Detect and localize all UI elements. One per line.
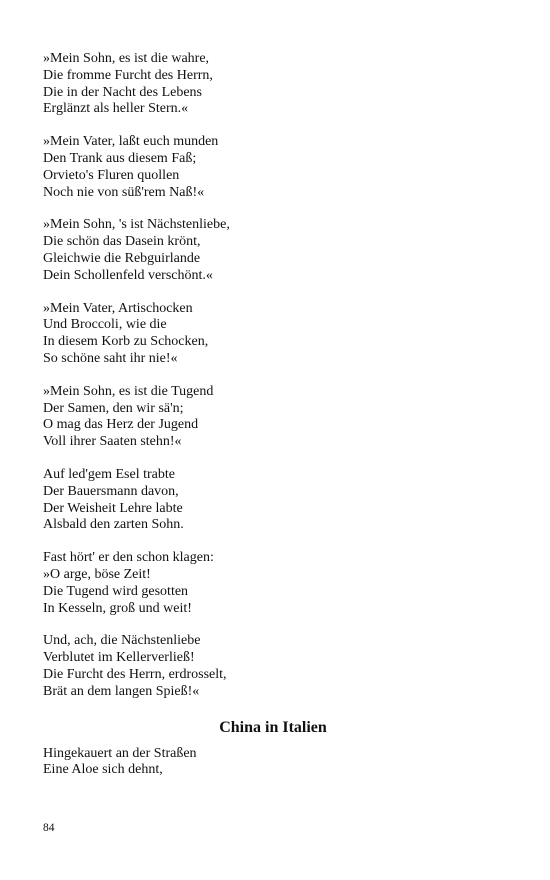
stanza-7 xyxy=(43,550,503,617)
stanza-3 xyxy=(43,217,503,284)
verse-line: Fast hört' er den schon klagen: xyxy=(43,550,214,566)
verse-line: Der Bauersmann davon, xyxy=(43,483,179,499)
verse-line: Noch nie von süß'rem Naß!« xyxy=(43,184,205,200)
verse-line: Voll ihrer Saaten stehn!« xyxy=(43,434,182,450)
verse-line: »Mein Sohn, es ist die Tugend xyxy=(43,383,214,399)
stanza-5 xyxy=(43,384,503,451)
page-number: 84 xyxy=(43,822,55,834)
verse-line: Erglänzt als heller Stern.« xyxy=(43,101,189,117)
verse-line: Die Tugend wird gesotten xyxy=(43,583,189,599)
verse-line: Auf led'gem Esel trabte xyxy=(43,466,175,482)
poem-title: China in Italien xyxy=(219,718,327,736)
verse-line: Die Furcht des Herrn, erdrosselt, xyxy=(43,666,227,682)
verse-line: Eine Aloe sich dehnt, xyxy=(43,762,163,778)
verse-line: In Kesseln, groß und weit! xyxy=(43,600,192,616)
verse-line: Die in der Nacht des Lebens xyxy=(43,84,202,100)
page-body xyxy=(43,51,503,795)
verse-line: »Mein Sohn, es ist die wahre, xyxy=(43,51,210,66)
stanza-2 xyxy=(43,134,503,201)
verse-line: »O arge, böse Zeit! xyxy=(43,566,151,582)
new-poem-stanza xyxy=(43,746,503,780)
verse-line: »Mein Vater, laßt euch munden xyxy=(43,134,219,150)
stanza-1 xyxy=(43,51,503,118)
stanza-6 xyxy=(43,467,503,534)
verse-line: Der Weisheit Lehre labte xyxy=(43,500,183,516)
verse-line: Hingekauert an der Straßen xyxy=(43,745,197,761)
verse-line: Verblutet im Kellerverließ! xyxy=(43,650,195,666)
verse-line: Dein Schollenfeld verschönt.« xyxy=(43,267,213,283)
verse-line: So schöne saht ihr nie!« xyxy=(43,350,178,366)
stanza-4 xyxy=(43,301,503,368)
verse-line: O mag das Herz der Jugend xyxy=(43,417,199,433)
verse-line: Die fromme Furcht des Herrn, xyxy=(43,67,213,83)
verse-line: In diesem Korb zu Schocken, xyxy=(43,334,209,350)
stanza-8 xyxy=(43,633,503,700)
verse-line: Alsbald den zarten Sohn. xyxy=(43,517,184,533)
verse-line: Gleichwie die Rebguirlande xyxy=(43,250,201,266)
verse-line: »Mein Vater, Artischocken xyxy=(43,300,193,316)
verse-line: Der Samen, den wir sä'n; xyxy=(43,400,184,416)
verse-line: »Mein Sohn, 's ist Nächstenliebe, xyxy=(43,217,230,233)
verse-line: Die schön das Dasein krönt, xyxy=(43,234,201,250)
verse-line: Und Broccoli, wie die xyxy=(43,317,167,333)
verse-line: Den Trank aus diesem Faß; xyxy=(43,150,197,166)
verse-line: Und, ach, die Nächstenliebe xyxy=(43,633,201,649)
verse-line: Brät an dem langen Spieß!« xyxy=(43,683,200,699)
verse-line: Orvieto's Fluren quollen xyxy=(43,167,180,183)
